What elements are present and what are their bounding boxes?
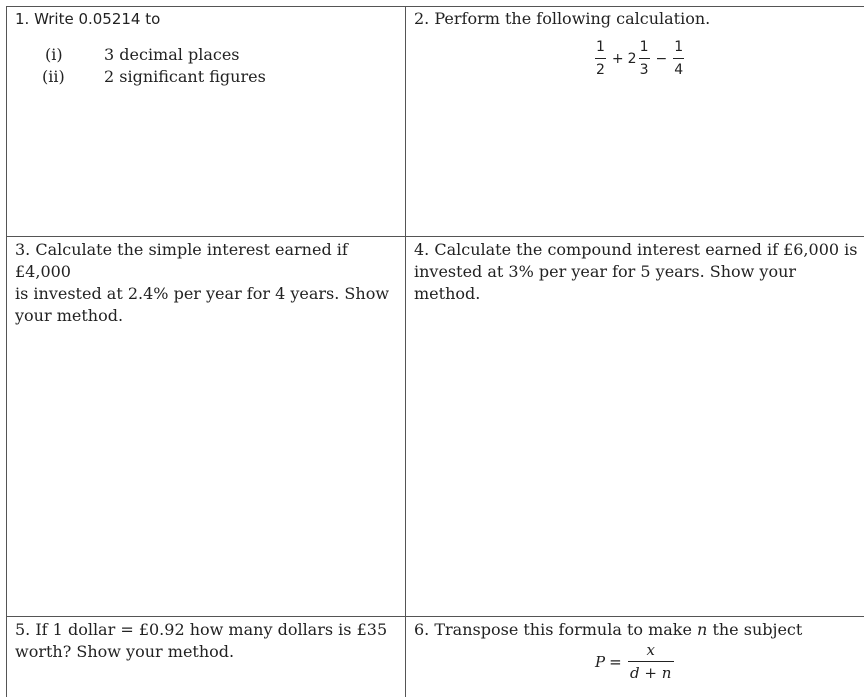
whole-number: 2 — [627, 50, 637, 67]
question-1-parts — [15, 44, 400, 88]
question-1-text: 1. Write 0.05214 to — [15, 10, 161, 28]
denominator: 3 — [639, 62, 649, 78]
subject-variable: n — [697, 620, 708, 639]
row-divider-2 — [6, 616, 864, 617]
part-text: 3 decimal places — [104, 45, 240, 64]
fraction-one-third — [639, 36, 650, 81]
question-4-line: 4. Calculate the compound interest earned if £6,000 is — [414, 240, 858, 259]
denominator: 4 — [674, 62, 684, 78]
part-text: 2 significant figures — [104, 67, 266, 86]
question-6-text-start: 6. Transpose this formula to make — [414, 620, 698, 639]
part-number: (ii) — [42, 67, 65, 86]
question-5 — [15, 619, 403, 663]
question-2 — [414, 8, 859, 81]
question-1-part — [15, 66, 400, 88]
formula-fraction — [628, 639, 674, 684]
numerator: 1 — [639, 39, 649, 55]
transpose-formula — [595, 639, 862, 684]
row-divider-1 — [6, 236, 864, 237]
numerator: x — [646, 641, 655, 659]
question-6-text-end: the subject — [707, 620, 803, 639]
question-4 — [414, 239, 862, 305]
minus-operator: − — [655, 50, 668, 67]
question-3 — [15, 239, 403, 327]
question-5-line: worth? Show your method. — [15, 642, 235, 661]
denominator: 2 — [596, 62, 605, 78]
question-5-line: 5. If 1 dollar = £0.92 how many dollars is £35 — [15, 620, 388, 639]
equals-sign: = — [609, 652, 622, 671]
calculation-expression — [593, 36, 859, 81]
question-6 — [414, 619, 862, 684]
question-grid — [6, 6, 864, 697]
part-number: (i) — [45, 45, 63, 64]
numerator: 1 — [596, 39, 605, 55]
question-4-line: invested at 3% per year for 5 years. Show your method. — [414, 262, 797, 303]
question-2-text: 2. Perform the following calculation. — [414, 9, 711, 28]
question-3-line: 3. Calculate the simple interest earned if £4,000 — [15, 240, 348, 281]
question-1 — [15, 8, 400, 88]
denominator: d + n — [629, 664, 672, 682]
question-3-line: your method. — [15, 306, 124, 325]
formula-lhs: P — [595, 652, 606, 671]
question-6-text — [414, 619, 862, 641]
fraction-one-quarter — [673, 36, 684, 81]
fraction-one-half — [595, 36, 606, 81]
column-divider — [405, 6, 406, 697]
plus-operator: + — [611, 50, 624, 67]
numerator: 1 — [674, 39, 684, 55]
question-3-line: is invested at 2.4% per year for 4 years. Show — [15, 284, 390, 303]
question-1-part — [15, 44, 400, 66]
